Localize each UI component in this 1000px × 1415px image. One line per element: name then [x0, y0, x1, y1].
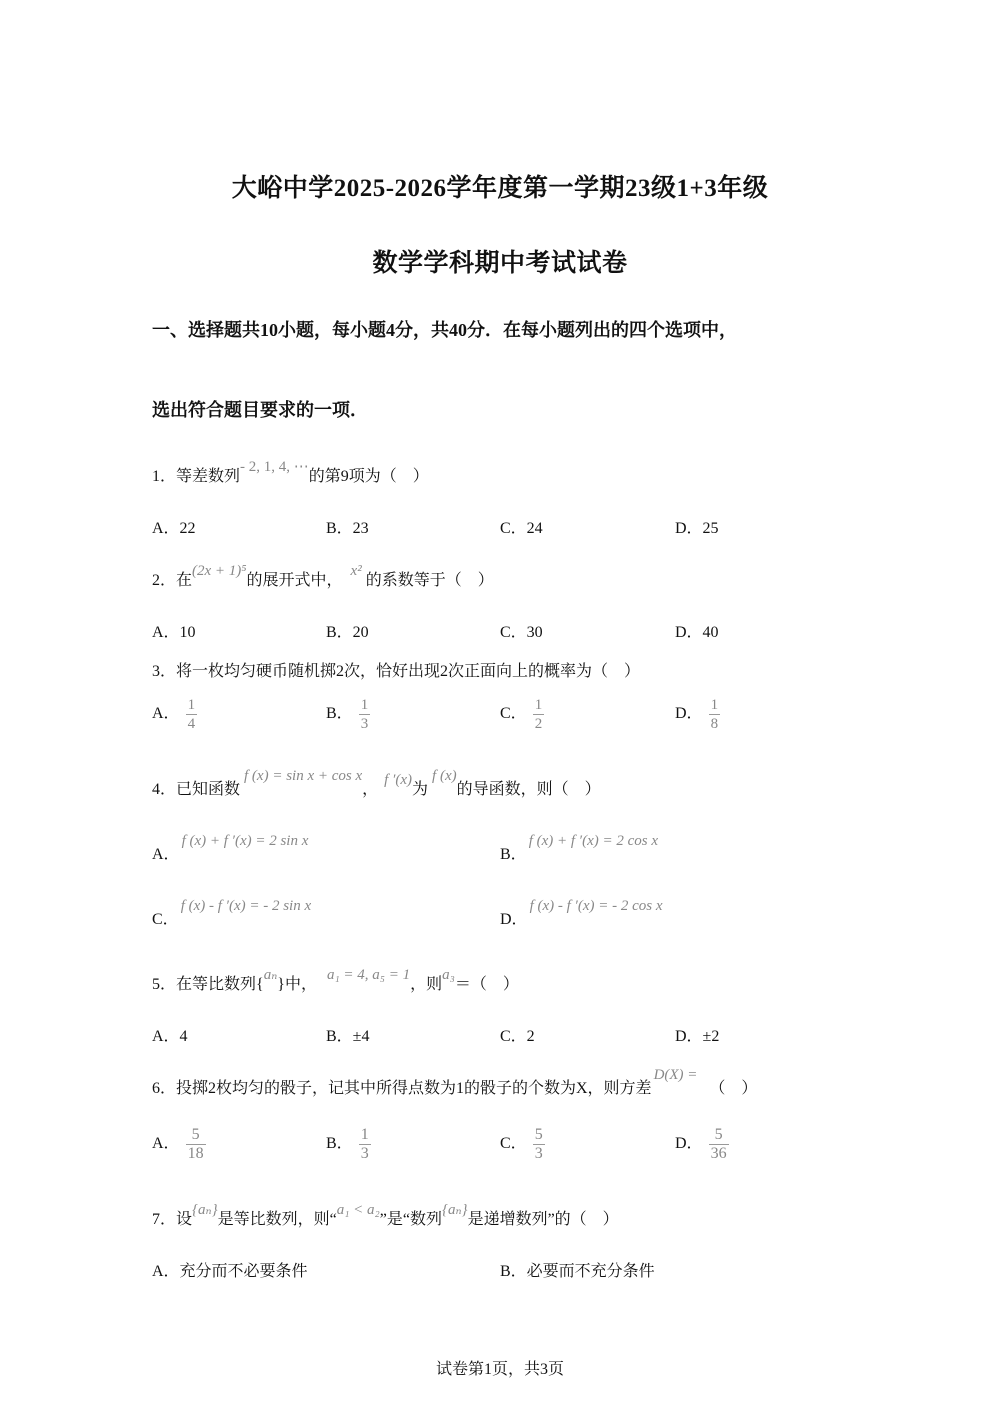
question-5-math1: aₙ — [263, 967, 278, 983]
q4-option-b-label: B． — [500, 846, 527, 863]
question-1-math: - 2, 1, 4, ⋯ — [240, 459, 309, 475]
q3-option-a[interactable] — [152, 696, 197, 733]
question-5-pre: 5．在等比数列{ — [152, 976, 264, 993]
question-6-post: （ ） — [709, 1080, 758, 1097]
question-1 — [152, 459, 429, 486]
q4-option-d[interactable] — [500, 898, 663, 929]
question-5-math3: a₃ — [442, 967, 455, 983]
question-4-math1: f (x) = sin x + cos x — [244, 768, 363, 784]
question-7 — [152, 1202, 619, 1229]
section-heading-line2: 选出符合题目要求的一项． — [152, 400, 368, 420]
q6-option-a[interactable] — [152, 1126, 206, 1163]
q3-option-d[interactable] — [675, 696, 720, 733]
question-3: 3．将一枚均匀硬币随机掷2次，恰好出现2次正面向上的概率为（ ） — [152, 663, 641, 680]
q6-option-b[interactable] — [326, 1126, 371, 1163]
q3-option-d-fraction: $\frac{1}{8}$ — [710, 697, 719, 732]
q3-option-c-label: C． — [500, 705, 527, 723]
question-7-math3: {aₙ} — [441, 1202, 468, 1218]
q4-option-c[interactable] — [152, 898, 312, 929]
question-4-math3: f (x) — [432, 768, 457, 784]
q4-option-d-label: D． — [500, 911, 528, 928]
q7-option-b[interactable]: B．必要而不充分条件 — [500, 1263, 655, 1280]
section-heading-line1: 一、选择题共10小题，每小题4分，共40分．在每小题列出的四个选项中， — [152, 320, 737, 340]
question-7-mid1: 是等比数列，则“ — [217, 1211, 337, 1228]
q1-option-d[interactable]: D．25 — [675, 520, 719, 537]
question-7-math2: a₁ < a₂ — [336, 1202, 380, 1218]
q6-option-c-fraction: $\frac{5}{3}$ — [534, 1126, 543, 1162]
q6-option-d-fraction: $\frac{5}{36}$ — [710, 1126, 727, 1162]
question-7-math1: {aₙ} — [192, 1202, 218, 1218]
question-4-mid2: 为 — [412, 781, 429, 798]
question-2-math2: x² — [350, 563, 362, 579]
q4-option-a-math: f (x) + f ′(x) = 2 sin x — [181, 833, 309, 849]
question-7-mid2: ”是“数列 — [379, 1211, 442, 1228]
question-6-pre: 6．投掷2枚均匀的骰子，记其中所得点数为1的骰子的个数为X，则方差 — [152, 1080, 652, 1097]
q6-option-b-label: B． — [326, 1135, 353, 1153]
page-footer: 试卷第1页，共3页 — [435, 1361, 564, 1378]
q3-option-b-fraction: $\frac{1}{3}$ — [360, 697, 369, 732]
question-2-mid: 的展开式中， — [246, 572, 343, 589]
question-5-math2: a₁ = 4, a₅ = 1 — [326, 967, 411, 983]
q7-option-a[interactable]: A．充分而不必要条件 — [152, 1263, 308, 1280]
q3-option-c[interactable] — [500, 696, 544, 733]
q6-option-b-fraction: $\frac{1}{3}$ — [360, 1126, 369, 1162]
q6-option-d-label: D． — [675, 1135, 703, 1153]
q2-option-d[interactable]: D．40 — [675, 624, 719, 641]
q6-option-c-label: C． — [500, 1135, 527, 1153]
q1-option-c[interactable]: C．24 — [500, 520, 543, 537]
q6-option-a-fraction: $\frac{5}{18}$ — [187, 1126, 204, 1162]
q3-option-b[interactable] — [326, 696, 370, 733]
q1-option-a[interactable]: A．22 — [152, 520, 196, 537]
q6-option-d[interactable] — [675, 1126, 729, 1163]
q4-option-c-math: f (x) - f ′(x) = - 2 sin x — [180, 898, 312, 914]
question-2-post: 的系数等于（ ） — [365, 572, 494, 589]
question-5-mid1: }中， — [277, 976, 317, 993]
question-4-math2: f ′(x) — [384, 772, 413, 788]
q3-option-d-label: D． — [675, 705, 703, 723]
question-6 — [152, 1067, 758, 1098]
q3-option-c-fraction: $\frac{1}{2}$ — [534, 697, 543, 732]
q3-option-a-fraction: $\frac{1}{4}$ — [187, 697, 196, 732]
q3-option-a-label: A． — [152, 705, 180, 723]
q4-option-c-label: C． — [152, 911, 179, 928]
q6-option-c[interactable] — [500, 1126, 545, 1163]
q1-option-b[interactable]: B．23 — [326, 520, 369, 537]
question-2-pre: 2．在 — [152, 572, 193, 589]
question-6-math: D(X) = — [653, 1067, 698, 1083]
question-7-post: 是递增数列”的（ ） — [467, 1211, 619, 1228]
question-4-mid1: ， — [362, 781, 379, 798]
q4-option-b[interactable] — [500, 833, 658, 864]
question-4-pre: 4．已知函数 — [152, 781, 241, 798]
q3-option-b-label: B． — [326, 705, 353, 723]
q5-option-a[interactable]: A．4 — [152, 1028, 188, 1045]
question-5-post: ＝（ ） — [454, 976, 519, 993]
q2-option-c[interactable]: C．30 — [500, 624, 543, 641]
question-1-post: 的第9项为（ ） — [308, 468, 429, 485]
q5-option-c[interactable]: C．2 — [500, 1028, 535, 1045]
question-1-pre: 1．等差数列 — [152, 468, 241, 485]
question-2-math1: (2x + 1)⁵ — [192, 563, 247, 579]
q6-option-a-label: A． — [152, 1135, 180, 1153]
q4-option-a-label: A． — [152, 846, 180, 863]
question-2 — [152, 563, 494, 590]
question-7-pre: 7．设 — [152, 1211, 193, 1228]
exam-title-line1: 大峪中学2025-2026学年度第一学期23级1+3年级 — [231, 175, 769, 202]
question-4-post: 的导函数，则（ ） — [456, 781, 601, 798]
q2-option-b[interactable]: B．20 — [326, 624, 369, 641]
q4-option-b-math: f (x) + f ′(x) = 2 cos x — [528, 833, 658, 849]
question-4 — [152, 768, 601, 799]
q4-option-d-math: f (x) - f ′(x) = - 2 cos x — [529, 898, 663, 914]
exam-title-line2: 数学学科期中考试试卷 — [372, 250, 628, 277]
q5-option-d[interactable]: D．±2 — [675, 1028, 720, 1045]
q5-option-b[interactable]: B．±4 — [326, 1028, 370, 1045]
question-5-mid2: ，则 — [410, 976, 443, 993]
q4-option-a[interactable] — [152, 833, 309, 864]
q2-option-a[interactable]: A．10 — [152, 624, 196, 641]
question-5 — [152, 967, 519, 994]
